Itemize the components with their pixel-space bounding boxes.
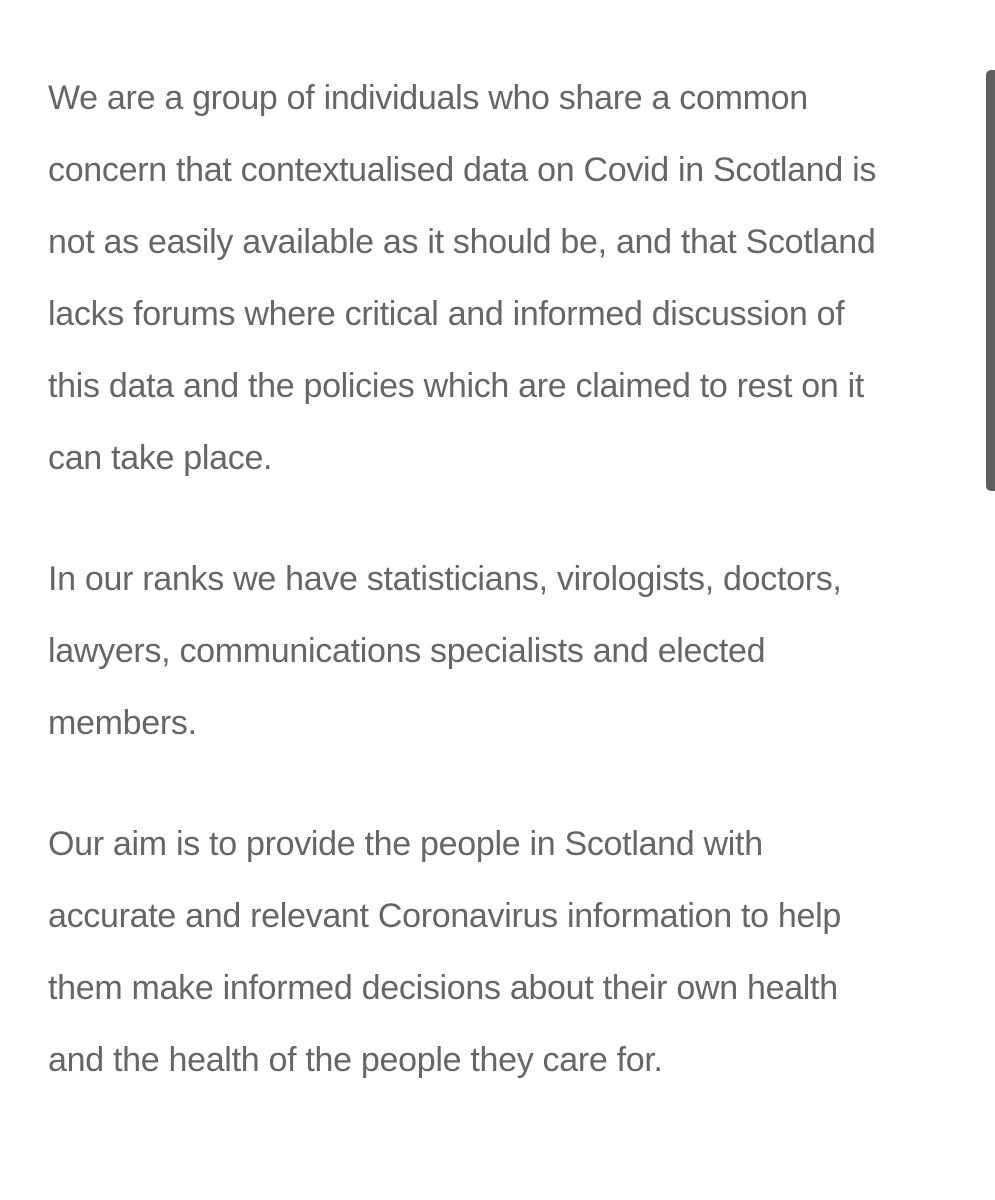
- text-line: members.: [48, 704, 197, 742]
- paragraph-aim: [48, 808, 948, 1096]
- text-line: and the health of the people they care for.: [48, 1041, 663, 1079]
- scrollbar-thumb[interactable]: [986, 70, 995, 491]
- text-line: We are a group of individuals who share a common: [48, 79, 808, 117]
- text-line: them make informed decisions about their own health: [48, 969, 838, 1007]
- text-line: In our ranks we have statisticians, virologists, doctors,: [48, 560, 842, 598]
- text-line: can take place.: [48, 439, 273, 477]
- text-line: Our aim is to provide the people in Scotland with: [48, 825, 763, 863]
- text-line: accurate and relevant Coronavirus information to help: [48, 897, 841, 935]
- text-line: concern that contextualised data on Covid in Scotland is: [48, 151, 877, 189]
- paragraph-members: [48, 543, 948, 759]
- text-line: lawyers, communications specialists and elected: [48, 632, 766, 670]
- paragraph-about-group: [48, 62, 948, 494]
- text-line: lacks forums where critical and informed discussion of: [48, 295, 845, 333]
- article-body: [48, 62, 948, 1096]
- text-line: this data and the policies which are claimed to rest on it: [48, 367, 865, 405]
- text-line: not as easily available as it should be, and that Scotland: [48, 223, 876, 261]
